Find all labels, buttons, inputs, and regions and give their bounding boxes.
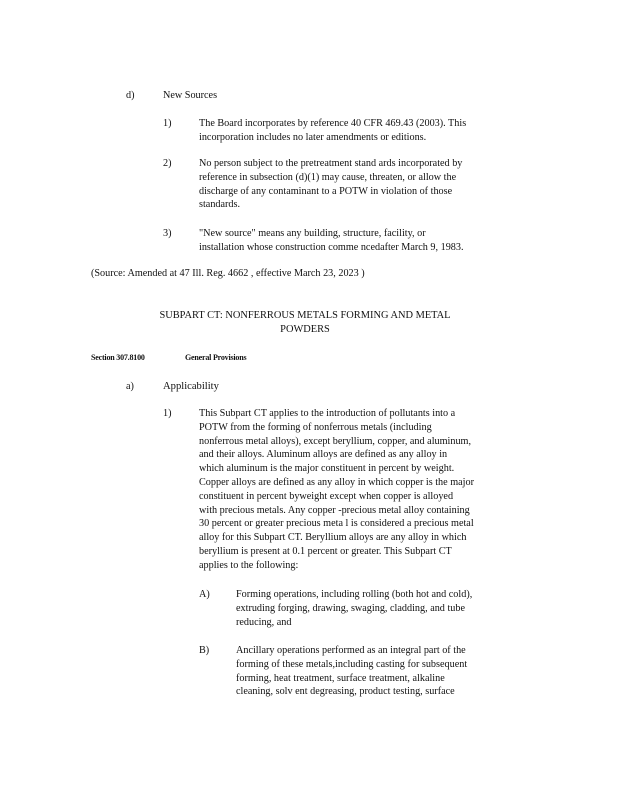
subitem-A-text — [236, 588, 512, 629]
subitem-A-label: A) — [199, 589, 210, 600]
subsection-d-title: New Sources — [163, 90, 218, 101]
text-line: installation whose construction comme ncedafter March 9, 1983. — [199, 241, 464, 253]
subsection-d-label: d) — [126, 90, 135, 101]
text-line: discharge of any contaminant to a POTW in violation of those — [199, 185, 453, 197]
text-line: with precious metals. Any copper -precious metal alloy containing — [199, 504, 470, 516]
subsection-a-title: Applicability — [163, 381, 219, 392]
text-line: beryllium is present at 0.1 percent or greater. This Subpart CT — [199, 545, 452, 557]
item-d2-text — [199, 157, 517, 212]
subpart-heading-line1: SUBPART CT: NONFERROUS METALS FORMING AND METAL — [159, 310, 451, 321]
text-line: reducing, and — [236, 616, 292, 628]
item-d3-text — [199, 227, 517, 255]
text-line: forming of these metals,including casting for subsequent — [236, 658, 468, 670]
text-line: extruding forging, drawing, swaging, cladding, and tube — [236, 602, 465, 614]
item-d1-text — [199, 117, 517, 145]
text-line: applies to the following: — [199, 559, 299, 571]
text-line: The Board incorporates by reference 40 CFR 469.43 (2003). This — [199, 118, 467, 129]
text-line: Copper alloys are defined as any alloy in which copper is the major — [199, 476, 474, 488]
text-line: nonferrous metal alloys), except beryllium, copper, and aluminum, — [199, 435, 472, 447]
text-line: No person subject to the pretreatment stand ards incorporated by — [199, 158, 463, 169]
item-a1-label: 1) — [163, 408, 172, 419]
item-d2-label: 2) — [163, 158, 172, 169]
text-line: cleaning, solv ent degreasing, product testing, surface — [236, 686, 455, 698]
subitem-B-text — [236, 644, 512, 699]
text-line: Forming operations, including rolling (both hot and cold), — [236, 589, 473, 600]
subpart-heading — [120, 309, 490, 337]
text-line: alloy for this Subpart CT. Beryllium alloys are any alloy in which — [199, 532, 467, 544]
text-line: incorporation includes no later amendments or editions. — [199, 131, 427, 143]
text-line: forming, heat treatment, surface treatment, alkaline — [236, 672, 445, 684]
source-note: (Source: Amended at 47 Ill. Reg. 4662 , effective March 23, 2023 ) — [91, 268, 365, 279]
text-line: reference in subsection (d)(1) may cause, threaten, or allow the — [199, 171, 457, 183]
text-line: Ancillary operations performed as an integral part of the — [236, 645, 466, 656]
text-line: and their alloys. Aluminum alloys are defined as any alloy in — [199, 449, 448, 461]
text-line: constituent in percent byweight except when copper is alloyed — [199, 490, 454, 502]
text-line: POTW from the forming of nonferrous metals (including — [199, 421, 432, 433]
section-title: General Provisions — [185, 353, 247, 362]
item-d1-label: 1) — [163, 118, 172, 129]
subitem-B-label: B) — [199, 645, 210, 656]
subsection-a-label: a) — [126, 381, 134, 392]
section-number: Section 307.8100 — [91, 353, 145, 362]
text-line: which aluminum is the major constituent in percent by weight. — [199, 463, 455, 475]
item-a1-text — [199, 407, 517, 573]
text-line: "New source" means any building, structure, facility, or — [199, 228, 426, 239]
item-d3-label: 3) — [163, 228, 172, 239]
text-line: 30 percent or greater precious meta l is considered a precious metal — [199, 518, 474, 530]
text-line: This Subpart CT applies to the introduction of pollutants into a — [199, 408, 456, 419]
text-line: standards. — [199, 199, 241, 211]
subpart-heading-line2: POWDERS — [280, 323, 330, 335]
